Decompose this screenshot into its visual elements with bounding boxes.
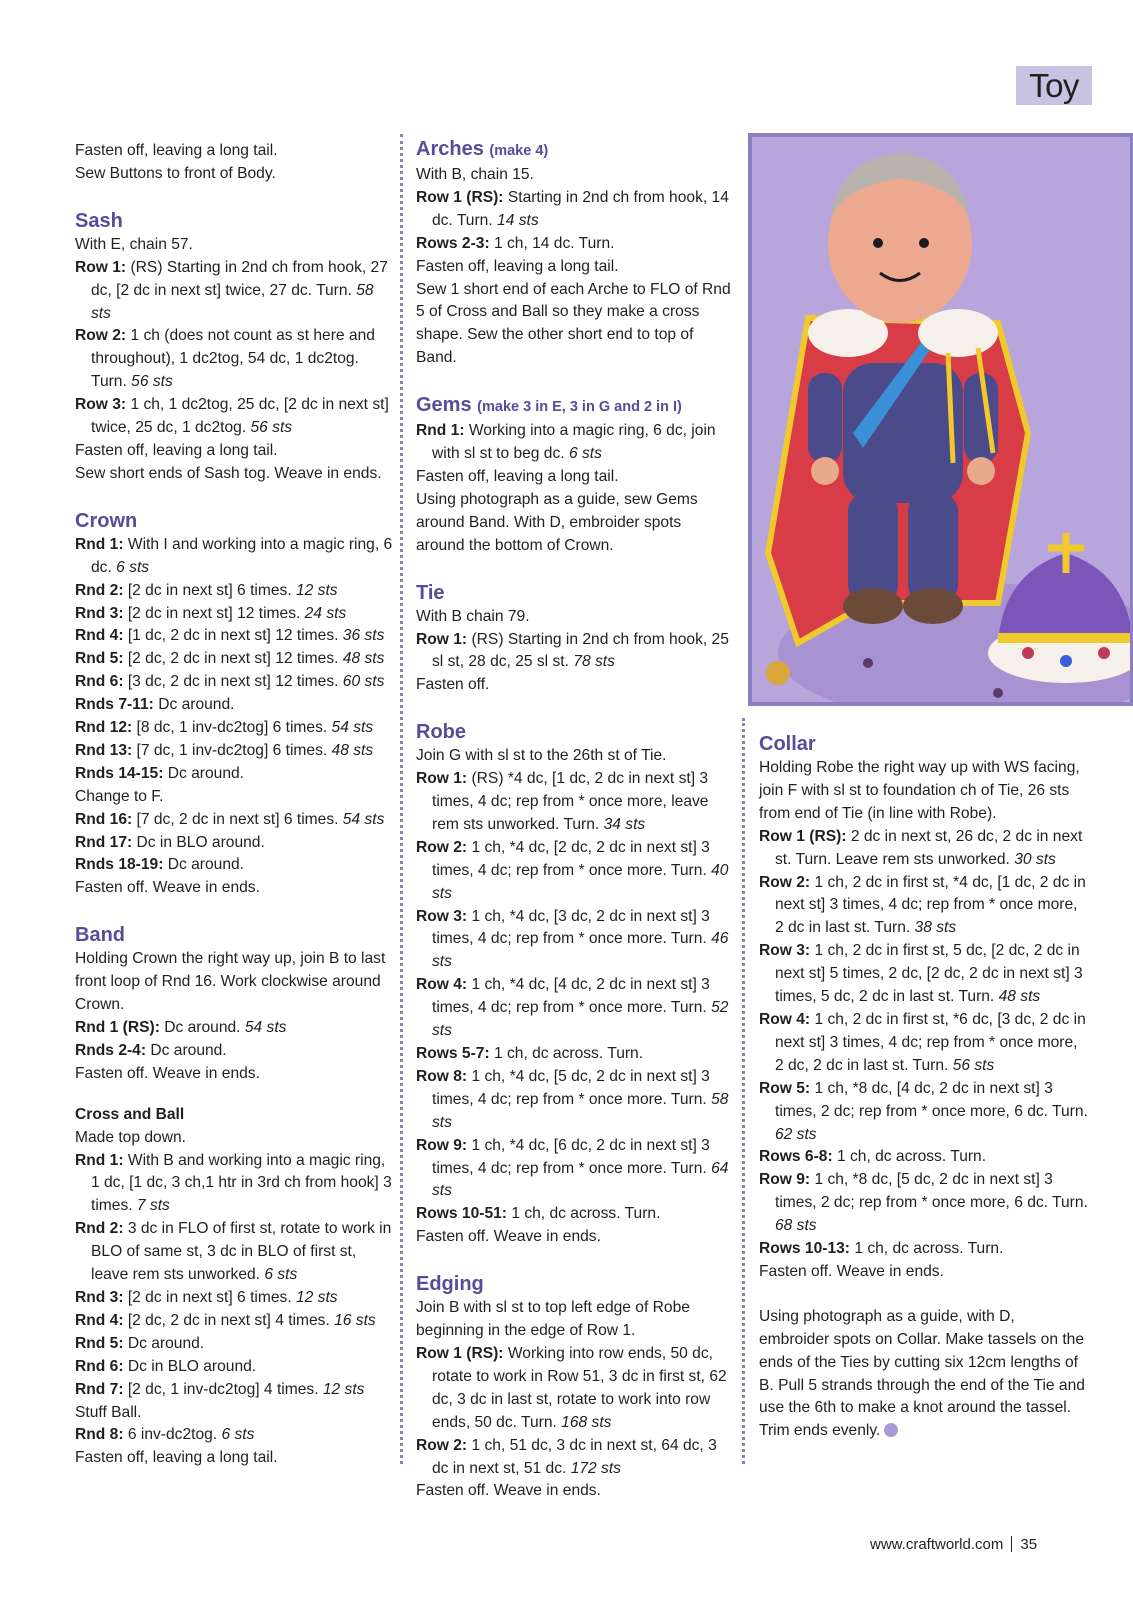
row-instruction: Row 4: 1 ch, *4 dc, [4 dc, 2 dc in next st] 3 times, 4 dc; rep from * once more. Turn. 52 sts	[416, 976, 729, 1040]
section-heading-edging: Edging	[416, 1273, 484, 1296]
row-instruction: Rnd 16: [7 dc, 2 dc in next st] 6 times. 54 sts	[75, 810, 385, 828]
instruction: Holding Crown the right way up, join B to last front loop of Rnd 16. Work clockwise around Crown.	[75, 950, 386, 1014]
row-instruction: Rnds 2-4: Dc around.	[75, 1041, 227, 1059]
row-instruction: Rows 6-8: 1 ch, dc across. Turn.	[759, 1148, 987, 1166]
instruction: Made top down.	[75, 1128, 186, 1146]
instruction: With B, chain 15.	[416, 166, 534, 183]
row-instruction: Row 1 (RS): Starting in 2nd ch from hook, 14 dc. Turn. 14 sts	[416, 188, 729, 229]
section-heading-tie: Tie	[416, 581, 445, 604]
section-heading-arches: Arches (make 4)	[416, 138, 549, 160]
instruction: Stuff Ball.	[75, 1403, 142, 1421]
row-instruction: Rnd 2: 3 dc in FLO of first st, rotate to work in BLO of same st, 3 dc in BLO of first st, leave rem sts unworked. 6 sts	[75, 1220, 392, 1284]
section-tab: Toy	[1016, 66, 1092, 105]
footer-separator	[1011, 1536, 1012, 1552]
section-heading-sash: Sash	[75, 209, 123, 232]
row-instruction: Rows 10-13: 1 ch, dc across. Turn.	[759, 1240, 1004, 1258]
row-instruction: Rnds 14-15: Dc around.	[75, 764, 245, 782]
row-instruction: Rnd 1 (RS): Dc around. 54 sts	[75, 1019, 287, 1036]
row-instruction: Rnd 17: Dc in BLO around.	[75, 833, 265, 851]
row-instruction: Rnd 1: With B and working into a magic ring, 1 dc, [1 dc, 3 ch,1 htr in 3rd ch from hook] 3 times. 7 sts	[75, 1151, 392, 1215]
instruction: Fasten off, leaving a long tail.	[75, 1449, 278, 1467]
row-instruction: Row 1: (RS) Starting in 2nd ch from hook, 25 sl st, 28 dc, 25 sl st. 78 sts	[416, 630, 729, 671]
row-instruction: Row 1: (RS) *4 dc, [1 dc, 2 dc in next st] 3 times, 4 dc; rep from * once more, leave rem sts unworked. Turn. 34 sts	[416, 770, 709, 833]
instruction: Sew 1 short end of each Arche to FLO of Rnd 5 of Cross and Ball so they make a cross shape. Sew the other short end to top of Band.	[416, 280, 731, 367]
row-instruction: Rnd 1: With I and working into a magic ring, 6 dc. 6 sts	[75, 535, 393, 576]
instruction: Fasten off.	[416, 676, 490, 694]
row-instruction: Row 8: 1 ch, *4 dc, [5 dc, 2 dc in next st] 3 times, 4 dc; rep from * once more. Turn. 58 sts	[416, 1067, 729, 1131]
section-heading-collar: Collar	[759, 733, 816, 755]
row-instruction: Rnd 5: Dc around.	[75, 1334, 205, 1352]
row-instruction: Rows 5-7: 1 ch, dc across. Turn.	[416, 1045, 644, 1062]
row-instruction: Rows 10-51: 1 ch, dc across. Turn.	[416, 1205, 661, 1223]
row-instruction: Row 3: 1 ch, 1 dc2tog, 25 dc, [2 dc in next st] twice, 25 dc, 1 dc2tog. 56 sts	[75, 396, 389, 437]
column-divider-1	[400, 134, 403, 1464]
row-instruction: Rnd 4: [1 dc, 2 dc in next st] 12 times. 36 sts	[75, 627, 385, 645]
section-heading-band: Band	[75, 924, 125, 947]
instruction: With E, chain 57.	[75, 235, 193, 253]
row-instruction: Rnd 13: [7 dc, 1 inv-dc2tog] 6 times. 48 sts	[75, 741, 374, 759]
row-instruction: Row 4: 1 ch, 2 dc in first st, *6 dc, [3 dc, 2 dc in next st] 3 times, 4 dc; rep from * once more, 2 dc, 2 dc in last st. Turn. 56 sts	[759, 1010, 1086, 1074]
instruction: Join B with sl st to top left edge of Robe beginning in the edge of Row 1.	[416, 1299, 690, 1340]
row-instruction: Row 9: 1 ch, *8 dc, [5 dc, 2 dc in next st] 3 times, 2 dc; rep from * once more, 6 dc. Turn. 68 sts	[759, 1171, 1088, 1235]
section-heading-robe: Robe	[416, 721, 466, 744]
row-instruction: Row 3: 1 ch, 2 dc in first st, 5 dc, [2 dc, 2 dc in next st] 5 times, 2 dc, [2 dc, 2 dc in next st] 3 times, 5 dc, 2 dc in last st. Turn. 48 sts	[759, 942, 1083, 1006]
row-instruction: Rnds 18-19: Dc around.	[75, 856, 245, 874]
page-footer	[870, 1536, 1037, 1553]
subheading-cross-and-ball: Cross and Ball	[75, 1105, 185, 1123]
row-instruction: Rows 2-3: 1 ch, 14 dc. Turn.	[416, 234, 615, 252]
yarn-ball-icon	[884, 1423, 898, 1437]
instruction: Fasten off, leaving a long tail.	[75, 441, 278, 459]
instruction: Fasten off. Weave in ends.	[759, 1262, 944, 1280]
row-instruction: Row 3: 1 ch, *4 dc, [3 dc, 2 dc in next st] 3 times, 4 dc; rep from * once more. Turn. 46 sts	[416, 907, 729, 971]
row-instruction: Rnd 3: [2 dc in next st] 12 times. 24 sts	[75, 604, 347, 622]
row-instruction: Rnd 8: 6 inv-dc2tog. 6 sts	[75, 1426, 255, 1444]
instruction: Fasten off. Weave in ends.	[416, 1482, 601, 1500]
page-number: 35	[1020, 1536, 1038, 1553]
instruction: Using photograph as a guide, with D, embroider spots on Collar. Make tassels on the ends of the Ties by cutting six 12cm lengths of B. Pull 5 strands through the end of the Tie and use the 6th to make a knot around the tassel. Trim ends evenly.	[759, 1307, 1085, 1440]
row-instruction: Row 5: 1 ch, *8 dc, [4 dc, 2 dc in next st] 3 times, 2 dc; rep from * once more, 6 dc. Turn. 62 sts	[759, 1079, 1088, 1143]
crown-rows	[75, 534, 397, 786]
row-instruction: Rnd 2: [2 dc in next st] 6 times. 12 sts	[75, 581, 338, 599]
king-doll-illustration	[748, 133, 1133, 706]
intro-line: Sew Buttons to front of Body.	[75, 164, 276, 182]
row-instruction: Rnd 6: Dc in BLO around.	[75, 1357, 257, 1375]
column-1	[75, 140, 397, 1470]
instruction: Fasten off. Weave in ends.	[416, 1228, 601, 1246]
instruction: Holding Robe the right way up with WS facing, join F with sl st to foundation ch of Tie, 26 sts from end of Tie (in line with Robe).	[759, 759, 1080, 822]
row-instruction: Rnd 3: [2 dc in next st] 6 times. 12 sts	[75, 1288, 338, 1306]
row-instruction: Rnd 6: [3 dc, 2 dc in next st] 12 times. 60 sts	[75, 673, 385, 691]
row-instruction: Row 2: 1 ch (does not count as st here and throughout), 1 dc2tog, 54 dc, 1 dc2tog. Turn. 56 sts	[75, 327, 375, 391]
row-instruction: Row 1 (RS): 2 dc in next st, 26 dc, 2 dc in next st. Turn. Leave rem sts unworked. 30 sts	[759, 827, 1083, 868]
row-instruction: Rnd 5: [2 dc, 2 dc in next st] 12 times. 48 sts	[75, 650, 385, 668]
instruction: With B chain 79.	[416, 607, 530, 625]
row-instruction: Row 2: 1 ch, 2 dc in first st, *4 dc, [1 dc, 2 dc in next st] 3 times, 4 dc; rep from * once more, 2 dc in last st. Turn. 38 sts	[759, 873, 1086, 937]
section-heading-gems: Gems (make 3 in E, 3 in G and 2 in I)	[416, 394, 682, 417]
toy-king-photo	[748, 133, 1133, 706]
row-instruction: Rnds 7-11: Dc around.	[75, 696, 235, 714]
instruction: Fasten off. Weave in ends.	[75, 1064, 260, 1082]
row-instruction: Row 9: 1 ch, *4 dc, [6 dc, 2 dc in next st] 3 times, 4 dc; rep from * once more. Turn. 64 sts	[416, 1136, 729, 1200]
row-instruction: Row 2: 1 ch, *4 dc, [2 dc, 2 dc in next st] 3 times, 4 dc; rep from * once more. Turn. 40 sts	[416, 838, 729, 902]
column-divider-2	[742, 718, 745, 1464]
row-instruction: Row 2: 1 ch, 51 dc, 3 dc in next st, 64 dc, 3 dc in next st, 51 dc. 172 sts	[416, 1436, 717, 1477]
column-2	[416, 136, 734, 1503]
section-heading-crown: Crown	[75, 509, 138, 532]
instruction: Join G with sl st to the 26th st of Tie.	[416, 747, 667, 765]
row-instruction: Rnd 7: [2 dc, 1 inv-dc2tog] 4 times. 12 sts	[75, 1380, 365, 1398]
instruction: Fasten off. Weave in ends.	[75, 879, 260, 897]
instruction: Fasten off, leaving a long tail.	[416, 257, 619, 275]
website-url[interactable]: www.craftworld.com	[870, 1536, 1004, 1553]
column-3	[759, 731, 1089, 1443]
instruction: Fasten off, leaving a long tail.	[416, 467, 619, 485]
instruction: Sew short ends of Sash tog. Weave in ends.	[75, 464, 382, 482]
row-instruction: Rnd 12: [8 dc, 1 inv-dc2tog] 6 times. 54 sts	[75, 719, 374, 737]
row-instruction: Rnd 1: Working into a magic ring, 6 dc, join with sl st to beg dc. 6 sts	[416, 422, 716, 463]
intro-line: Fasten off, leaving a long tail.	[75, 142, 278, 159]
row-instruction: Row 1 (RS): Working into row ends, 50 dc, rotate to work in Row 51, 3 dc in first st, 62 dc, 3 dc in last st, rotate to work into row ends, 50 dc. Turn. 168 sts	[416, 1344, 727, 1431]
instruction: Change to F.	[75, 787, 164, 805]
instruction: Using photograph as a guide, sew Gems around Band. With D, embroider spots around the bottom of Crown.	[416, 490, 698, 554]
row-instruction: Rnd 4: [2 dc, 2 dc in next st] 4 times. 16 sts	[75, 1311, 376, 1329]
row-instruction: Row 1: (RS) Starting in 2nd ch from hook, 27 dc, [2 dc in next st] twice, 27 dc. Turn. 58 sts	[75, 258, 388, 322]
